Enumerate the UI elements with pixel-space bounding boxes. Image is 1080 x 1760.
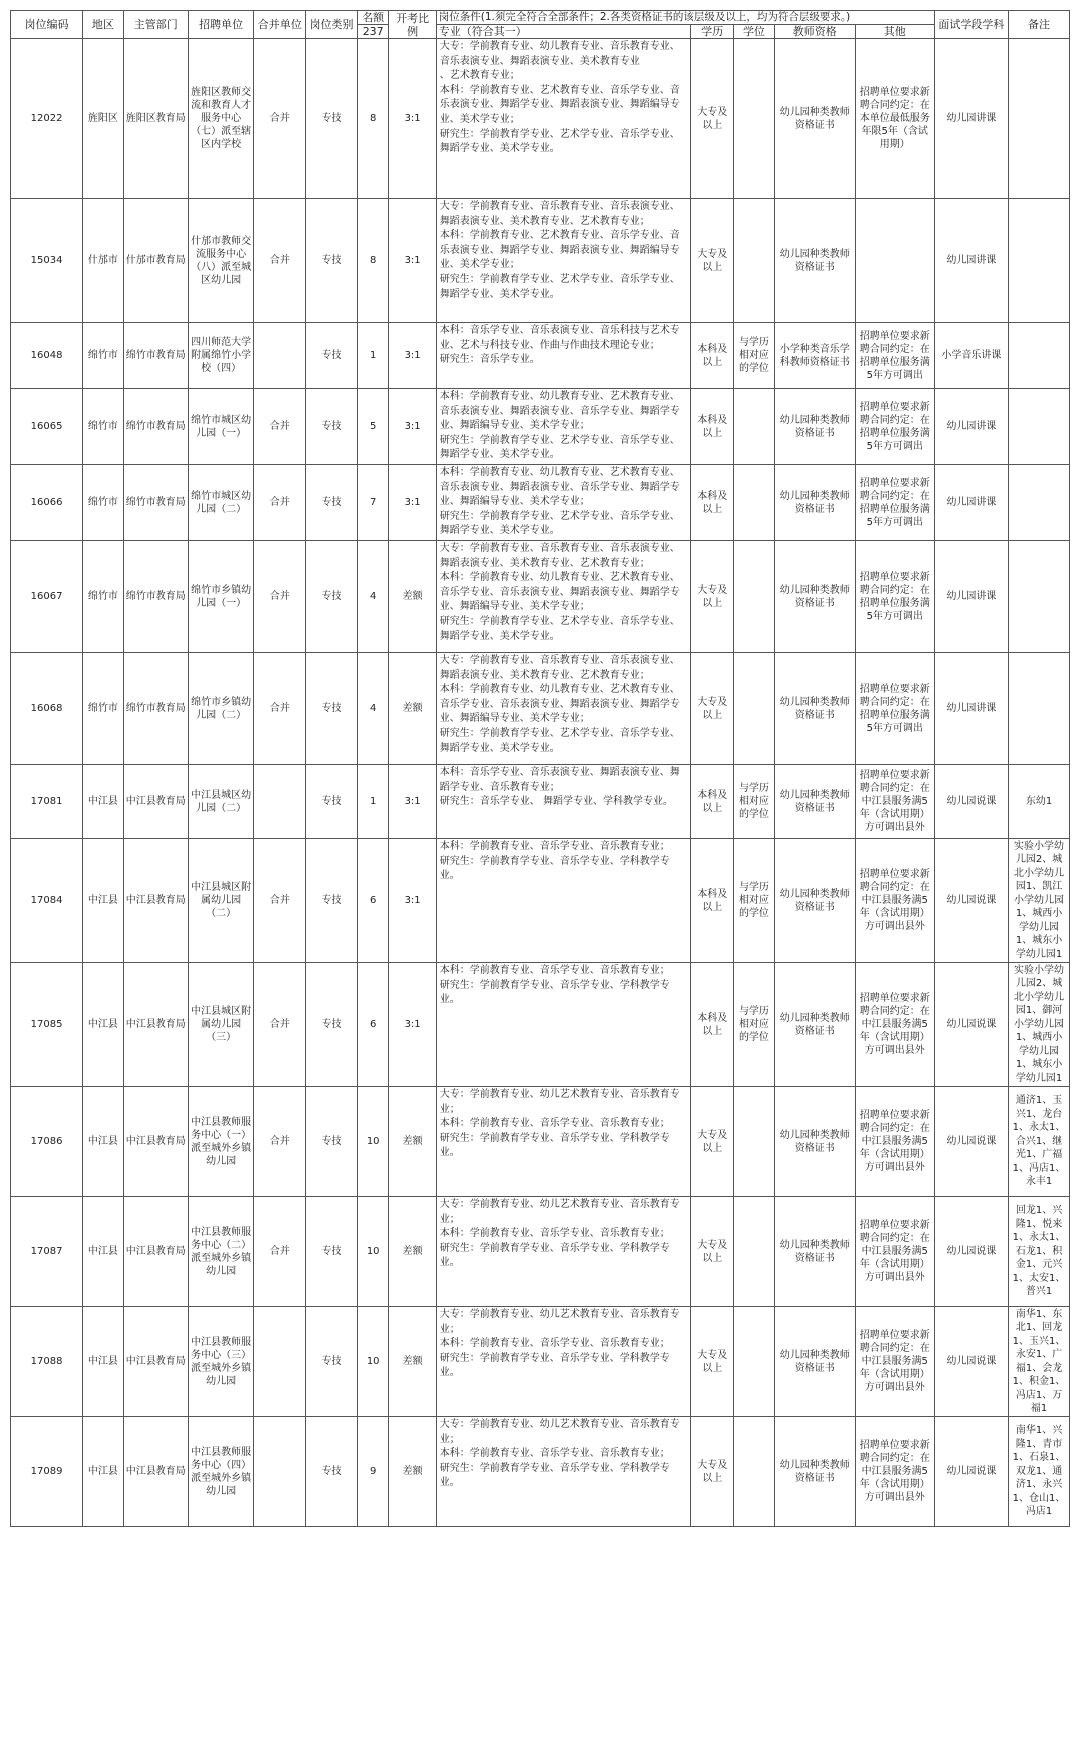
- cell-education: 大专及以上: [691, 541, 734, 653]
- cell-major: 大专：学前教育专业、音乐教育专业、音乐表演专业、舞蹈表演专业、美术教育专业、艺术教育专业； 本科：学前教育专业、幼儿教育专业、艺术教育专业、音乐学专业、音乐表演专业、舞蹈表演专业、舞蹈学专业、舞蹈编导专业、美术学专业； 研究生：学前教育学专业、艺术学专业、音乐学专业、舞蹈学专业、美术学专业。: [436, 541, 691, 653]
- cell-merged: 合并: [254, 541, 306, 653]
- cell-code: 12022: [11, 39, 83, 199]
- cell-remarks: 东幼1: [1009, 765, 1070, 839]
- cell-merged: 合并: [254, 839, 306, 963]
- table-row: [11, 389, 1070, 465]
- cell-category: 专技: [306, 1417, 358, 1527]
- cell-dept: 中江县教育局: [123, 839, 188, 963]
- cell-merged: [254, 1307, 306, 1417]
- cell-cert: 幼儿园种类教师资格证书: [774, 39, 855, 199]
- cell-quota: 10: [357, 1307, 389, 1417]
- cell-quota: 6: [357, 839, 389, 963]
- cell-code: 16065: [11, 389, 83, 465]
- cell-interview: 幼儿园讲课: [934, 465, 1008, 541]
- cell-major: 大专：学前教育专业、音乐教育专业、音乐表演专业、舞蹈表演专业、美术教育专业、艺术教育专业； 本科：学前教育专业、幼儿教育专业、艺术教育专业、音乐学专业、音乐表演专业、舞蹈表演专业、舞蹈学专业、舞蹈编导专业、美术学专业； 研究生：学前教育学专业、艺术学专业、音乐学专业、舞蹈学专业、美术学专业。: [436, 653, 691, 765]
- cell-other: 招聘单位要求新聘合同约定：在中江县服务满5年（含试用期）方可调出县外: [855, 839, 934, 963]
- header-row-1: [11, 11, 1070, 25]
- cell-major: 大专：学前教育专业、幼儿艺术教育专业、音乐教育专业； 本科：学前教育专业、音乐学专业、音乐教育专业； 研究生：学前教育学专业、音乐学专业、学科教学专业。: [436, 1087, 691, 1197]
- cell-ratio: 3:1: [389, 839, 436, 963]
- cell-region: 中江县: [83, 765, 124, 839]
- cell-dept: 中江县教育局: [123, 1197, 188, 1307]
- cell-unit: 旌阳区教师交流和教育人才服务中心（七）派至辖区内学校: [188, 39, 253, 199]
- quota-total: 237: [357, 25, 389, 39]
- col-header-degree: 学位: [734, 25, 775, 39]
- col-header-conditions: 岗位条件(1.须完全符合全部条件；2.各类资格证书的该层级及以上，均为符合层级要求。): [436, 11, 934, 25]
- col-header-ratio: 开考比例: [389, 11, 436, 39]
- table-row: [11, 541, 1070, 653]
- cell-dept: 中江县教育局: [123, 765, 188, 839]
- cell-interview: 幼儿园说课: [934, 839, 1008, 963]
- cell-dept: 旌阳区教育局: [123, 39, 188, 199]
- cell-remarks: [1009, 199, 1070, 323]
- cell-ratio: 3:1: [389, 389, 436, 465]
- cell-other: 招聘单位要求新聘合同约定：在招聘单位服务满5年方可调出: [855, 323, 934, 389]
- cell-category: 专技: [306, 1307, 358, 1417]
- col-header-dept: 主管部门: [123, 11, 188, 39]
- table-row: [11, 1197, 1070, 1307]
- cell-category: 专技: [306, 765, 358, 839]
- cell-degree: 与学历相对应的学位: [734, 839, 775, 963]
- cell-education: 大专及以上: [691, 39, 734, 199]
- col-header-category: 岗位类别: [306, 11, 358, 39]
- cell-ratio: 3:1: [389, 963, 436, 1087]
- cell-remarks: 通济1、玉兴1、龙台1、永太1、合兴1、继光1、广福1、冯店1、永丰1: [1009, 1087, 1070, 1197]
- cell-ratio: 3:1: [389, 465, 436, 541]
- cell-interview: 幼儿园说课: [934, 1417, 1008, 1527]
- cell-cert: 幼儿园种类教师资格证书: [774, 1417, 855, 1527]
- cell-ratio: 差额: [389, 653, 436, 765]
- cell-cert: 幼儿园种类教师资格证书: [774, 765, 855, 839]
- cell-unit: 中江县教师服务中心（一）派至城外乡镇幼儿园: [188, 1087, 253, 1197]
- cell-remarks: 南华1、兴隆1、青市1、石泉1、双龙1、通济1、永兴1、仓山1、冯店1: [1009, 1417, 1070, 1527]
- cell-region: 什邡市: [83, 199, 124, 323]
- cell-unit: 绵竹市乡镇幼儿园（一）: [188, 541, 253, 653]
- cell-degree: [734, 653, 775, 765]
- cell-education: 本科及以上: [691, 323, 734, 389]
- cell-education: 本科及以上: [691, 963, 734, 1087]
- cell-merged: 合并: [254, 653, 306, 765]
- cell-quota: 4: [357, 541, 389, 653]
- cell-ratio: 3:1: [389, 199, 436, 323]
- cell-category: 专技: [306, 963, 358, 1087]
- cell-interview: 幼儿园讲课: [934, 39, 1008, 199]
- cell-code: 16048: [11, 323, 83, 389]
- recruitment-table: [10, 10, 1070, 1527]
- cell-ratio: 3:1: [389, 39, 436, 199]
- cell-major: 本科：学前教育专业、幼儿教育专业、艺术教育专业、音乐表演专业、舞蹈表演专业、音乐学专业、舞蹈学专业、舞蹈编导专业、美术学专业； 研究生：学前教育学专业、艺术学专业、音乐学专业、舞蹈学专业、美术学专业。: [436, 389, 691, 465]
- cell-other: 招聘单位要求新聘合同约定：在中江县服务满5年（含试用期）方可调出县外: [855, 765, 934, 839]
- cell-merged: 合并: [254, 199, 306, 323]
- cell-degree: [734, 1197, 775, 1307]
- col-header-code: 岗位编码: [11, 11, 83, 39]
- cell-major: 本科：音乐学专业、音乐表演专业、舞蹈表演专业、舞蹈学专业、音乐教育专业； 研究生：音乐学专业、 舞蹈学专业、学科教学专业。: [436, 765, 691, 839]
- cell-other: 招聘单位要求新聘合同约定：在本单位最低服务年限5年（含试用期）: [855, 39, 934, 199]
- col-header-interview: 面试学段学科: [934, 11, 1008, 39]
- cell-degree: [734, 541, 775, 653]
- cell-region: 中江县: [83, 839, 124, 963]
- cell-unit: 中江县城区幼儿园（二）: [188, 765, 253, 839]
- cell-region: 绵竹市: [83, 323, 124, 389]
- col-header-education: 学历: [691, 25, 734, 39]
- cell-region: 旌阳区: [83, 39, 124, 199]
- cell-unit: 中江县教师服务中心（二）派至城外乡镇幼儿园: [188, 1197, 253, 1307]
- cell-merged: 合并: [254, 389, 306, 465]
- cell-quota: 10: [357, 1197, 389, 1307]
- cell-interview: 幼儿园说课: [934, 1307, 1008, 1417]
- cell-region: 绵竹市: [83, 541, 124, 653]
- cell-code: 17088: [11, 1307, 83, 1417]
- cell-category: 专技: [306, 389, 358, 465]
- cell-merged: 合并: [254, 963, 306, 1087]
- cell-cert: 幼儿园种类教师资格证书: [774, 465, 855, 541]
- cell-category: 专技: [306, 541, 358, 653]
- cell-unit: 绵竹市城区幼儿园（二）: [188, 465, 253, 541]
- cell-quota: 10: [357, 1087, 389, 1197]
- cell-cert: 幼儿园种类教师资格证书: [774, 389, 855, 465]
- cell-degree: 与学历相对应的学位: [734, 323, 775, 389]
- cell-remarks: [1009, 465, 1070, 541]
- cell-category: 专技: [306, 653, 358, 765]
- cell-code: 17089: [11, 1417, 83, 1527]
- cell-quota: 6: [357, 963, 389, 1087]
- cell-quota: 1: [357, 765, 389, 839]
- cell-degree: [734, 1087, 775, 1197]
- cell-region: 中江县: [83, 1307, 124, 1417]
- cell-major: 本科：音乐学专业、音乐表演专业、音乐科技与艺术专业、艺术与科技专业、作曲与作曲技术理论专业； 研究生：音乐学专业。: [436, 323, 691, 389]
- cell-code: 16066: [11, 465, 83, 541]
- cell-remarks: 实验小学幼儿园2、城北小学幼儿园1、御河小学幼儿园1、城西小学幼儿园1、城东小学幼儿园1: [1009, 963, 1070, 1087]
- cell-education: 本科及以上: [691, 765, 734, 839]
- cell-degree: [734, 1307, 775, 1417]
- table-row: [11, 963, 1070, 1087]
- cell-other: 招聘单位要求新聘合同约定：在中江县服务满5年（含试用期）方可调出县外: [855, 1197, 934, 1307]
- cell-ratio: 差额: [389, 541, 436, 653]
- cell-cert: 幼儿园种类教师资格证书: [774, 963, 855, 1087]
- cell-unit: 四川师范大学附属绵竹小学校（四）: [188, 323, 253, 389]
- cell-major: 大专：学前教育专业、幼儿教育专业、音乐教育专业、音乐表演专业、舞蹈表演专业、美术教育专业 、艺术教育专业； 本科：学前教育专业、艺术教育专业、音乐学专业、音乐表演专业、舞蹈学专业、舞蹈表演专业、舞蹈编导专业、美术学专业； 研究生：学前教育学专业、艺术学专业、音乐学专业、舞蹈学专业、美术学专业。: [436, 39, 691, 199]
- cell-code: 17086: [11, 1087, 83, 1197]
- cell-dept: 中江县教育局: [123, 1417, 188, 1527]
- cell-code: 17084: [11, 839, 83, 963]
- cell-dept: 中江县教育局: [123, 1087, 188, 1197]
- cell-education: 大专及以上: [691, 199, 734, 323]
- cell-other: [855, 199, 934, 323]
- col-header-region: 地区: [83, 11, 124, 39]
- cell-other: 招聘单位要求新聘合同约定：在招聘单位服务满5年方可调出: [855, 541, 934, 653]
- cell-major: 大专：学前教育专业、幼儿艺术教育专业、音乐教育专业； 本科：学前教育专业、音乐学专业、音乐教育专业； 研究生：学前教育学专业、音乐学专业、学科教学专业。: [436, 1417, 691, 1527]
- cell-degree: [734, 389, 775, 465]
- cell-education: 本科及以上: [691, 389, 734, 465]
- cell-region: 中江县: [83, 1417, 124, 1527]
- cell-other: 招聘单位要求新聘合同约定：在中江县服务满5年（含试用期）方可调出县外: [855, 1307, 934, 1417]
- cell-other: 招聘单位要求新聘合同约定：在招聘单位服务满5年方可调出: [855, 653, 934, 765]
- cell-merged: 合并: [254, 1197, 306, 1307]
- cell-degree: [734, 39, 775, 199]
- cell-category: 专技: [306, 465, 358, 541]
- cell-dept: 绵竹市教育局: [123, 465, 188, 541]
- cell-remarks: [1009, 39, 1070, 199]
- cell-code: 15034: [11, 199, 83, 323]
- cell-ratio: 3:1: [389, 323, 436, 389]
- cell-interview: 幼儿园讲课: [934, 389, 1008, 465]
- cell-cert: 幼儿园种类教师资格证书: [774, 839, 855, 963]
- cell-major: 大专：学前教育专业、幼儿艺术教育专业、音乐教育专业； 本科：学前教育专业、音乐学专业、音乐教育专业； 研究生：学前教育学专业、音乐学专业、学科教学专业。: [436, 1307, 691, 1417]
- cell-interview: 幼儿园说课: [934, 1197, 1008, 1307]
- cell-category: 专技: [306, 199, 358, 323]
- cell-dept: 绵竹市教育局: [123, 653, 188, 765]
- cell-interview: 幼儿园讲课: [934, 653, 1008, 765]
- table-row: [11, 653, 1070, 765]
- cell-remarks: 实验小学幼儿园2、城北小学幼儿园1、凯江小学幼儿园1、城西小学幼儿园1、城东小学幼儿园1: [1009, 839, 1070, 963]
- cell-region: 绵竹市: [83, 653, 124, 765]
- table-row: [11, 1087, 1070, 1197]
- cell-ratio: 差额: [389, 1307, 436, 1417]
- cell-ratio: 差额: [389, 1197, 436, 1307]
- cell-cert: 幼儿园种类教师资格证书: [774, 653, 855, 765]
- col-header-remarks: 备注: [1009, 11, 1070, 39]
- cell-region: 绵竹市: [83, 465, 124, 541]
- cell-interview: 小学音乐讲课: [934, 323, 1008, 389]
- cell-ratio: 3:1: [389, 765, 436, 839]
- col-header-other: 其他: [855, 25, 934, 39]
- cell-quota: 9: [357, 1417, 389, 1527]
- cell-remarks: [1009, 653, 1070, 765]
- cell-unit: 中江县教师服务中心（三）派至城外乡镇幼儿园: [188, 1307, 253, 1417]
- cell-dept: 中江县教育局: [123, 1307, 188, 1417]
- cell-quota: 4: [357, 653, 389, 765]
- cell-remarks: [1009, 541, 1070, 653]
- col-header-unit: 招聘单位: [188, 11, 253, 39]
- cell-unit: 绵竹市乡镇幼儿园（二）: [188, 653, 253, 765]
- table-row: [11, 1417, 1070, 1527]
- recruitment-table-sheet: [10, 10, 1070, 1750]
- cell-other: 招聘单位要求新聘合同约定：在招聘单位服务满5年方可调出: [855, 465, 934, 541]
- cell-education: 本科及以上: [691, 839, 734, 963]
- cell-quota: 8: [357, 39, 389, 199]
- cell-degree: [734, 1417, 775, 1527]
- col-header-major: 专业（符合其一）: [436, 25, 691, 39]
- cell-cert: 幼儿园种类教师资格证书: [774, 1197, 855, 1307]
- cell-category: 专技: [306, 1197, 358, 1307]
- cell-code: 16068: [11, 653, 83, 765]
- cell-merged: [254, 1417, 306, 1527]
- table-row: [11, 323, 1070, 389]
- cell-interview: 幼儿园讲课: [934, 541, 1008, 653]
- cell-major: 本科：学前教育专业、音乐学专业、音乐教育专业； 研究生：学前教育学专业、音乐学专业、学科教学专业。: [436, 963, 691, 1087]
- cell-unit: 中江县教师服务中心（四）派至城外乡镇幼儿园: [188, 1417, 253, 1527]
- table-row: [11, 839, 1070, 963]
- table-row: [11, 199, 1070, 323]
- cell-remarks: [1009, 323, 1070, 389]
- cell-other: 招聘单位要求新聘合同约定：在中江县服务满5年（含试用期）方可调出县外: [855, 963, 934, 1087]
- cell-category: 专技: [306, 1087, 358, 1197]
- cell-quota: 8: [357, 199, 389, 323]
- cell-education: 大专及以上: [691, 1417, 734, 1527]
- cell-quota: 1: [357, 323, 389, 389]
- cell-quota: 5: [357, 389, 389, 465]
- cell-remarks: 回龙1、兴隆1、悦来1、永太1、石龙1、积金1、元兴1、太安1、普兴1: [1009, 1197, 1070, 1307]
- col-header-merged: 合并单位: [254, 11, 306, 39]
- table-body: [11, 39, 1070, 1527]
- col-header-quota: 名额: [357, 11, 389, 25]
- cell-category: 专技: [306, 839, 358, 963]
- cell-region: 绵竹市: [83, 389, 124, 465]
- cell-remarks: 南华1、东北1、回龙1、玉兴1、永安1、广福1、会龙1、积金1、冯店1、万福1: [1009, 1307, 1070, 1417]
- cell-dept: 中江县教育局: [123, 963, 188, 1087]
- cell-unit: 绵竹市城区幼儿园（一）: [188, 389, 253, 465]
- cell-unit: 什邡市教师交流服务中心（八）派至城区幼儿园: [188, 199, 253, 323]
- cell-education: 本科及以上: [691, 465, 734, 541]
- cell-cert: 幼儿园种类教师资格证书: [774, 541, 855, 653]
- cell-major: 大专：学前教育专业、音乐教育专业、音乐表演专业、舞蹈表演专业、美术教育专业、艺术教育专业； 本科：学前教育专业、艺术教育专业、音乐学专业、音乐表演专业、舞蹈学专业、舞蹈表演专业、舞蹈编导专业、美术学专业； 研究生：学前教育学专业、艺术学专业、音乐学专业、舞蹈学专业、美术学专业。: [436, 199, 691, 323]
- cell-dept: 绵竹市教育局: [123, 323, 188, 389]
- cell-merged: [254, 765, 306, 839]
- cell-region: 中江县: [83, 1197, 124, 1307]
- cell-unit: 中江县城区附属幼儿园（二）: [188, 839, 253, 963]
- cell-region: 中江县: [83, 1087, 124, 1197]
- cell-other: 招聘单位要求新聘合同约定：在中江县服务满5年（含试用期）方可调出县外: [855, 1417, 934, 1527]
- col-header-cert: 教师资格: [774, 25, 855, 39]
- cell-interview: 幼儿园说课: [934, 765, 1008, 839]
- cell-major: 本科：学前教育专业、音乐学专业、音乐教育专业； 研究生：学前教育学专业、音乐学专业、学科教学专业。: [436, 839, 691, 963]
- cell-education: 大专及以上: [691, 1087, 734, 1197]
- cell-merged: [254, 323, 306, 389]
- cell-degree: [734, 199, 775, 323]
- cell-category: 专技: [306, 323, 358, 389]
- table-row: [11, 765, 1070, 839]
- cell-code: 17087: [11, 1197, 83, 1307]
- cell-region: 中江县: [83, 963, 124, 1087]
- cell-merged: 合并: [254, 1087, 306, 1197]
- cell-merged: 合并: [254, 39, 306, 199]
- cell-cert: 小学种类音乐学科教师资格证书: [774, 323, 855, 389]
- cell-degree: 与学历相对应的学位: [734, 765, 775, 839]
- cell-interview: 幼儿园说课: [934, 963, 1008, 1087]
- cell-interview: 幼儿园讲课: [934, 199, 1008, 323]
- cell-quota: 7: [357, 465, 389, 541]
- cell-ratio: 差额: [389, 1087, 436, 1197]
- cell-code: 17085: [11, 963, 83, 1087]
- cell-code: 17081: [11, 765, 83, 839]
- table-row: [11, 1307, 1070, 1417]
- cell-cert: 幼儿园种类教师资格证书: [774, 199, 855, 323]
- table-row: [11, 39, 1070, 199]
- cell-major: 大专：学前教育专业、幼儿艺术教育专业、音乐教育专业； 本科：学前教育专业、音乐学专业、音乐教育专业； 研究生：学前教育学专业、音乐学专业、学科教学专业。: [436, 1197, 691, 1307]
- cell-major: 本科：学前教育专业、幼儿教育专业、艺术教育专业、音乐表演专业、舞蹈表演专业、音乐学专业、舞蹈学专业、舞蹈编导专业、美术学专业； 研究生：学前教育学专业、艺术学专业、音乐学专业、舞蹈学专业、美术学专业。: [436, 465, 691, 541]
- cell-cert: 幼儿园种类教师资格证书: [774, 1087, 855, 1197]
- cell-code: 16067: [11, 541, 83, 653]
- cell-category: 专技: [306, 39, 358, 199]
- cell-interview: 幼儿园说课: [934, 1087, 1008, 1197]
- cell-dept: 绵竹市教育局: [123, 389, 188, 465]
- cell-other: 招聘单位要求新聘合同约定：在中江县服务满5年（含试用期）方可调出县外: [855, 1087, 934, 1197]
- cell-other: 招聘单位要求新聘合同约定：在招聘单位服务满5年方可调出: [855, 389, 934, 465]
- cell-merged: 合并: [254, 465, 306, 541]
- cell-education: 大专及以上: [691, 653, 734, 765]
- cell-unit: 中江县城区附属幼儿园（三）: [188, 963, 253, 1087]
- cell-cert: 幼儿园种类教师资格证书: [774, 1307, 855, 1417]
- cell-remarks: [1009, 389, 1070, 465]
- cell-ratio: 差额: [389, 1417, 436, 1527]
- cell-dept: 绵竹市教育局: [123, 541, 188, 653]
- cell-degree: 与学历相对应的学位: [734, 963, 775, 1087]
- cell-education: 大专及以上: [691, 1307, 734, 1417]
- cell-degree: [734, 465, 775, 541]
- cell-education: 大专及以上: [691, 1197, 734, 1307]
- cell-dept: 什邡市教育局: [123, 199, 188, 323]
- table-row: [11, 465, 1070, 541]
